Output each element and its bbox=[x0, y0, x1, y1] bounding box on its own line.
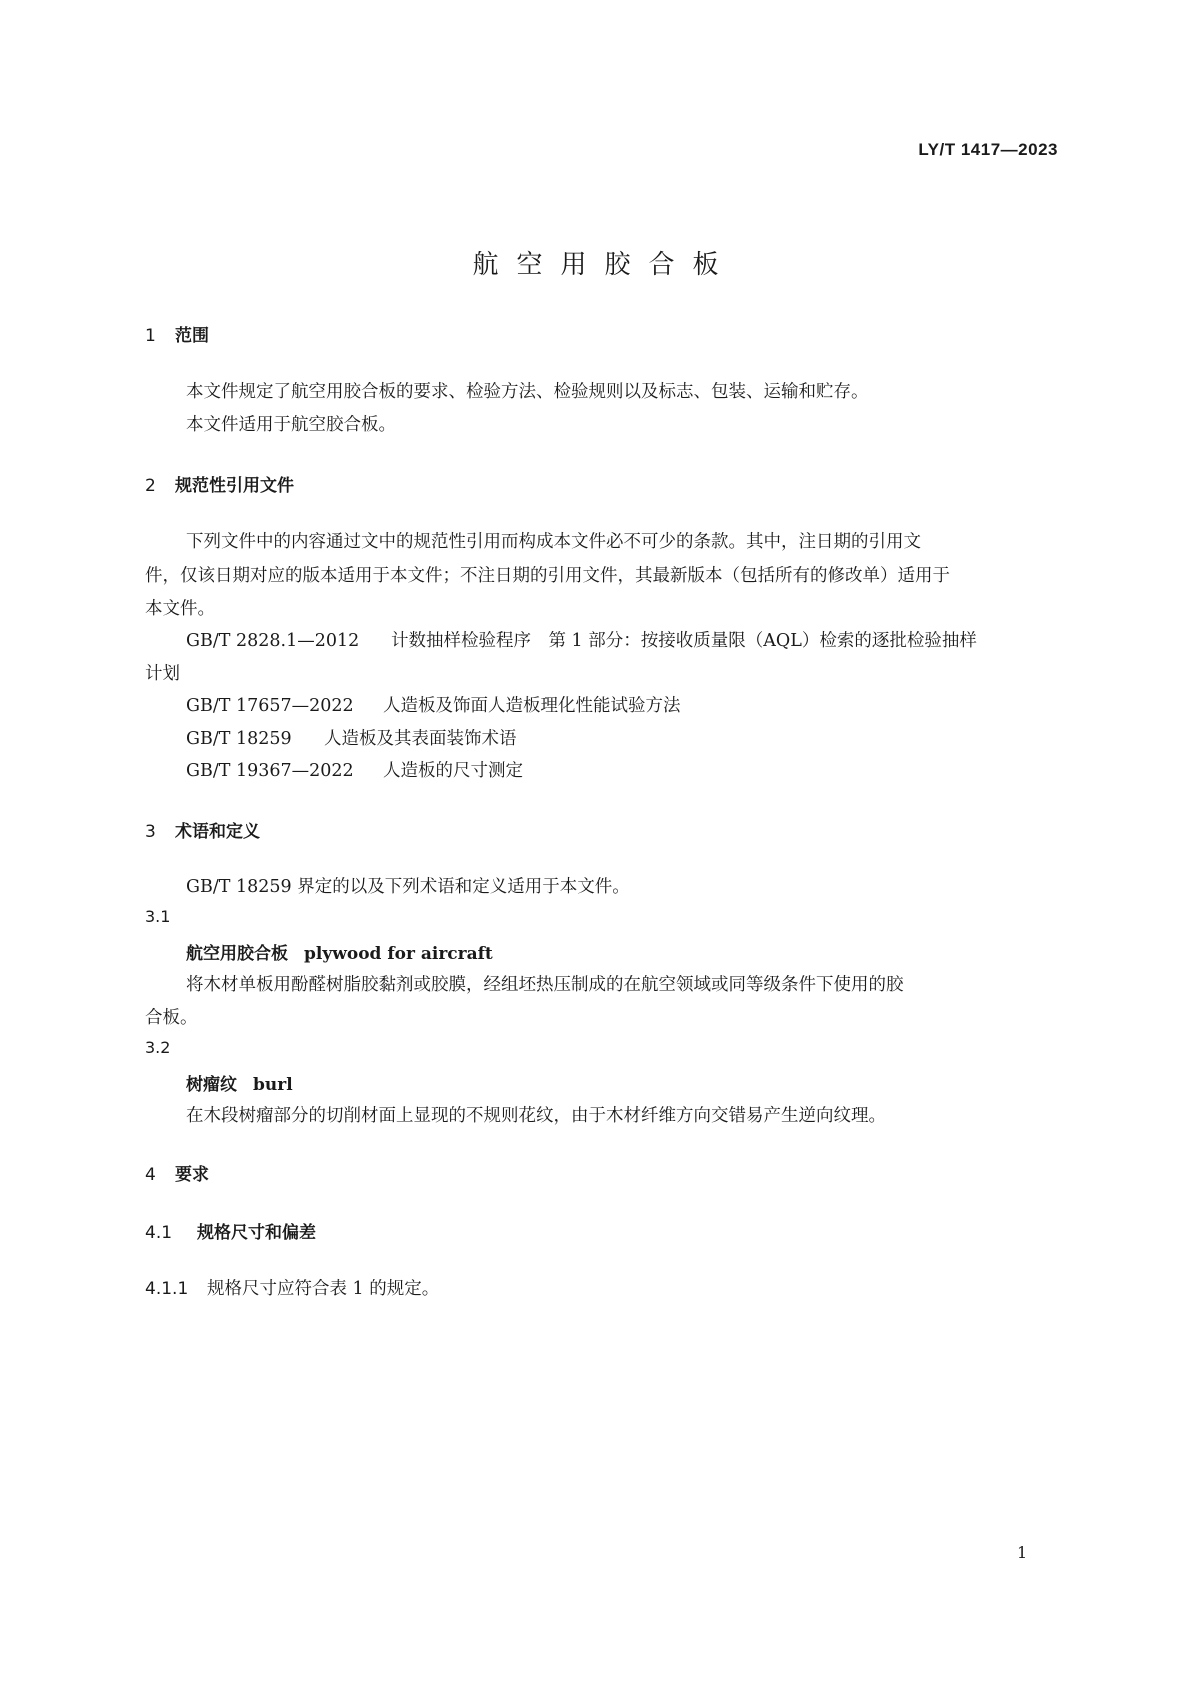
reference-title: 计数抽样检验程序 第 1 部分：按接收质量限（AQL）检索的逐批检验抽样 bbox=[391, 631, 977, 651]
reference-item bbox=[186, 725, 517, 750]
scope-paragraph-1: 本文件规定了航空用胶合板的要求、检验方法、检验规则以及标志、包装、运输和贮存。 bbox=[186, 382, 869, 402]
scope-paragraph-2: 本文件适用于航空胶合板。 bbox=[186, 415, 396, 435]
reference-title: 人造板的尺寸测定 bbox=[383, 761, 523, 781]
section-4-heading bbox=[145, 1160, 209, 1185]
section-number: 2 bbox=[145, 476, 156, 496]
standard-number: LY/T 1417—2023 bbox=[918, 140, 1058, 159]
reference-item bbox=[186, 757, 523, 782]
section-number: 4 bbox=[145, 1165, 156, 1185]
section-title: 要求 bbox=[175, 1165, 209, 1185]
document-title: 航空用胶合板 bbox=[472, 250, 737, 280]
page-number: 1 bbox=[1017, 1543, 1028, 1562]
clause-number: 4.1.1 bbox=[145, 1279, 189, 1299]
section-number: 3 bbox=[145, 822, 156, 842]
section-2-heading bbox=[145, 471, 294, 496]
section-3-heading bbox=[145, 817, 260, 842]
term-definition-line-2: 合板。 bbox=[145, 1008, 198, 1028]
term-chinese: 航空用胶合板 bbox=[186, 944, 288, 964]
reference-code: GB/T 19367—2022 bbox=[186, 761, 354, 781]
reference-item bbox=[186, 627, 977, 652]
term-english: burl bbox=[253, 1075, 293, 1095]
term-chinese: 树瘤纹 bbox=[186, 1075, 237, 1095]
references-intro-line-2: 件，仅该日期对应的版本适用于本文件；不注日期的引用文件，其最新版本（包括所有的修改单）适用于 bbox=[145, 566, 950, 586]
clause-4-1-1 bbox=[145, 1275, 439, 1300]
clause-text: 规格尺寸应符合表 1 的规定。 bbox=[207, 1279, 440, 1299]
reference-title-continued: 计划 bbox=[145, 664, 180, 684]
term-number: 3.2 bbox=[145, 1038, 171, 1057]
references-intro-line-1: 下列文件中的内容通过文中的规范性引用而构成本文件必不可少的条款。其中，注日期的引用文 bbox=[186, 532, 921, 552]
reference-code: GB/T 17657—2022 bbox=[186, 696, 354, 716]
subsection-4-1-heading bbox=[145, 1218, 316, 1243]
term-english: plywood for aircraft bbox=[304, 944, 493, 964]
subsection-title: 规格尺寸和偏差 bbox=[197, 1223, 316, 1243]
reference-item bbox=[186, 692, 681, 717]
section-title: 规范性引用文件 bbox=[175, 476, 294, 496]
reference-title: 人造板及其表面装饰术语 bbox=[324, 729, 517, 749]
term-definition-line-1: 将木材单板用酚醛树脂胶黏剂或胶膜，经组坯热压制成的在航空领域或同等级条件下使用的胶 bbox=[186, 975, 904, 995]
section-title: 范围 bbox=[175, 326, 209, 346]
term-definition-line-1: 在木段树瘤部分的切削材面上显现的不规则花纹，由于木材纤维方向交错易产生逆向纹理。 bbox=[186, 1106, 886, 1126]
subsection-number: 4.1 bbox=[145, 1223, 173, 1243]
term-entry bbox=[186, 939, 493, 964]
terms-intro: GB/T 18259 界定的以及下列术语和定义适用于本文件。 bbox=[186, 877, 630, 897]
section-1-heading bbox=[145, 321, 209, 346]
reference-title: 人造板及饰面人造板理化性能试验方法 bbox=[383, 696, 681, 716]
term-number: 3.1 bbox=[145, 907, 171, 926]
section-number: 1 bbox=[145, 326, 156, 346]
term-entry bbox=[186, 1070, 293, 1095]
reference-code: GB/T 18259 bbox=[186, 729, 292, 749]
reference-code: GB/T 2828.1—2012 bbox=[186, 631, 360, 651]
section-title: 术语和定义 bbox=[175, 822, 260, 842]
references-intro-line-3: 本文件。 bbox=[145, 599, 215, 619]
